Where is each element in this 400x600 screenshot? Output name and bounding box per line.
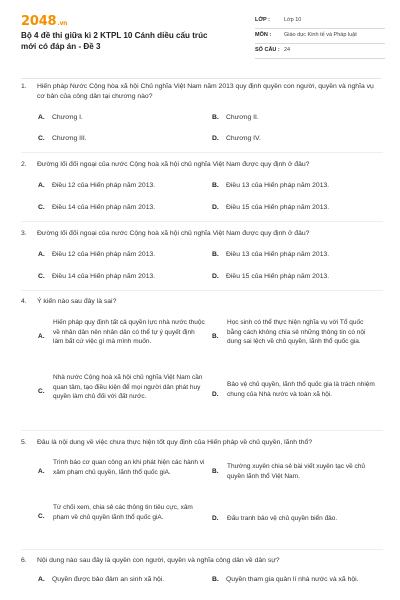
- page-title: Bộ 4 đề thi giữa kì 2 KTPL 10 Cánh diều cấu trúc mới có đáp án - Đề 3: [21, 31, 208, 51]
- logo-main: 2048: [21, 14, 57, 29]
- question-divider: [21, 430, 383, 431]
- header-divider: [21, 78, 381, 79]
- page-header: [0, 0, 400, 72]
- site-logo[interactable]: [21, 14, 67, 29]
- meta-count: SỐ CÂU : 24: [255, 44, 385, 59]
- question-text: Đâu là nội dung về việc chưa thực hiện tốt quy định của Hiến pháp về chủ quyền, lãnh thổ?: [37, 439, 313, 446]
- option-4a[interactable]: A. Hiến pháp quy định tất cả quyền lực nhà nước thuộc về nhân dân nên nhân dân có thể tự ý quyết định làm bất cứ việc gì mà mình muốn.: [38, 319, 205, 345]
- question-number: 2.: [21, 161, 27, 168]
- question-number: 3.: [21, 230, 27, 237]
- option-4c[interactable]: C. Nhà nước Cộng hoà xã hội chủ nghĩa Việt Nam cần quan tâm, tạo điều kiện để mọi người dân phát huy quyền làm chủ đối với đất nước.: [38, 374, 203, 400]
- option-5b[interactable]: B. Thường xuyên chia sẻ bài viết xuyên tạc về chủ quyền lãnh thổ Việt Nam.: [212, 463, 365, 480]
- question-divider: [21, 221, 383, 222]
- question-divider: [21, 290, 383, 291]
- option-4b[interactable]: B. Học sinh có thể thực hiện nghĩa vụ với Tổ quốc bằng cách không chia sẻ những thông tin có nội dung sai lệch về chủ quyền, lãnh thổ quốc gia.: [212, 319, 366, 345]
- meta-class: LỚP : Lớp 10: [255, 14, 385, 29]
- option-5d[interactable]: D. Đấu tranh bảo vệ chủ quyền biển đảo.: [212, 515, 338, 522]
- question-text: Hiến pháp Nước Cộng hòa xã hội Chủ nghĩa Việt Nam năm 2013 quy định quyền con người, quyền và nghĩa vụ cơ bản của công dân tại chương nào?: [37, 83, 374, 100]
- logo-sub: .vn: [57, 20, 68, 27]
- question-text: Ý kiến nào sau đây là sai?: [37, 298, 117, 305]
- question-number: 1.: [21, 83, 27, 90]
- question-text: Nội dung nào sau đây là quyền con người, quyền và nghĩa công dân về dân sự?: [37, 557, 280, 564]
- question-text: Đường lối đối ngoại của nước Cộng hoà xã hội chủ nghĩa Việt Nam được quy định ở đâu?: [37, 161, 310, 168]
- option-5a[interactable]: A. Trình báo cơ quan công an khi phát hiện các hành vi xâm phạm chủ quyền, lãnh thổ quốc giA.: [38, 459, 205, 476]
- option-5c[interactable]: C. Từ chối xem, chia sẻ các thông tin tiêu cực, xâm phạm về chủ quyền lãnh thổ quốc giA.: [38, 504, 193, 521]
- option-4d[interactable]: D. Bảo vệ chủ quyền, lãnh thổ quốc gia là trách nhiệm chung của Nhà nước và toàn xã hội.: [212, 381, 375, 398]
- exam-meta: [255, 14, 385, 59]
- question-text: Đường lối đối ngoại của nước Cộng hoà xã hội chủ nghĩa Việt Nam được quy định ở đâu?: [37, 230, 310, 237]
- question-divider: [21, 152, 383, 153]
- question-number: 4.: [21, 298, 27, 305]
- question-number: 6.: [21, 557, 27, 564]
- question-divider: [21, 549, 383, 550]
- meta-subject: MÔN : Giáo dục Kinh tế và Pháp luật: [255, 29, 385, 44]
- question-number: 5.: [21, 439, 27, 446]
